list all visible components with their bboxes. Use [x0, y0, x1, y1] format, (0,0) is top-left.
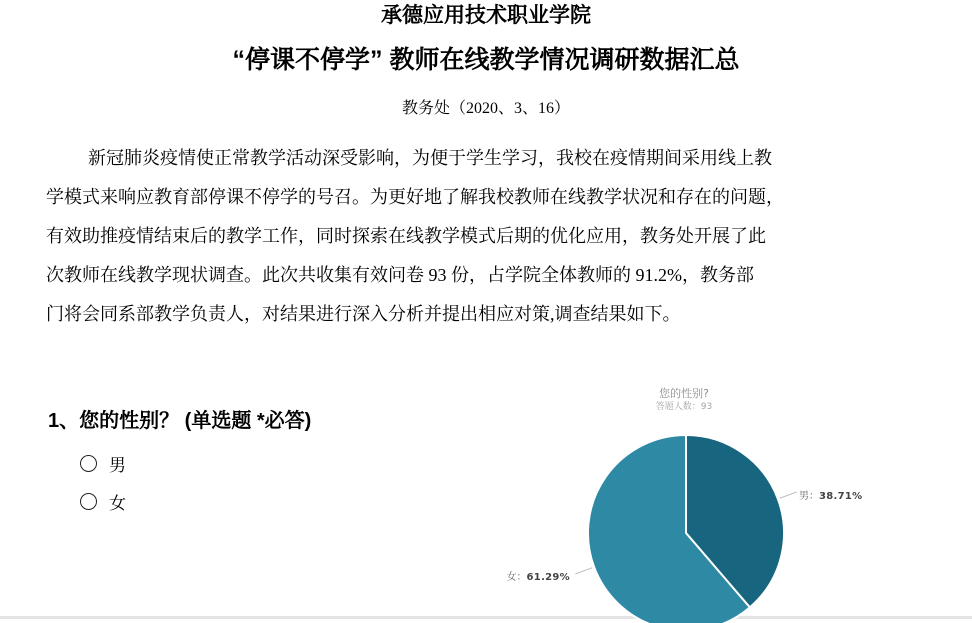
paragraph-line: 次教师在线教学现状调查。此次共收集有效问卷 93 份，占学院全体教师的 91.2%，教务部: [46, 265, 754, 285]
pie-leader-line-女: [575, 568, 592, 574]
paragraph-line: 学模式来响应教育部停课不停学的号召。为更好地了解我校教师在线教学状况和存在的问题，: [46, 187, 784, 207]
intro-paragraph: [46, 139, 962, 334]
option-label-female: 女: [109, 493, 126, 513]
page-title: 承德应用技术职业学院: [381, 4, 591, 27]
pie-leader-line-男: [780, 492, 797, 498]
chart-respondents-count: 答题人数：93: [655, 402, 713, 412]
radio-male[interactable]: [80, 455, 97, 472]
gender-pie-chart: [500, 410, 972, 623]
pie-label-male: [799, 487, 862, 502]
pie-label-male-name: 男：: [799, 491, 819, 502]
question-title: 1、您的性别？ (单选题 *必答): [48, 410, 312, 432]
pie-label-female-percent: 61.29%: [526, 572, 570, 583]
radio-option-male[interactable]: [80, 452, 126, 474]
radio-female[interactable]: [80, 493, 97, 510]
chart-title: 您的性别?: [659, 387, 709, 400]
radio-option-female[interactable]: [80, 490, 126, 512]
byline-date: 教务处（2020、3、16）: [401, 100, 570, 117]
paragraph-line: 新冠肺炎疫情使正常教学活动深受影响，为便于学生学习，我校在疫情期间采用线上教: [88, 148, 772, 168]
pie-label-female: [500, 568, 570, 583]
page-subtitle: “停课不停学” 教师在线教学情况调研数据汇总: [232, 46, 740, 74]
paragraph-line: 有效助推疫情结束后的教学工作，同时探索在线教学模式后期的优化应用，教务处开展了此: [46, 226, 766, 246]
option-label-male: 男: [109, 455, 126, 475]
paragraph-line: 门将会同系部教学负责人，对结果进行深入分析并提出相应对策,调查结果如下。: [46, 304, 681, 324]
pie-label-male-percent: 38.71%: [819, 491, 863, 502]
pie-label-female-name: 女：: [506, 572, 527, 583]
